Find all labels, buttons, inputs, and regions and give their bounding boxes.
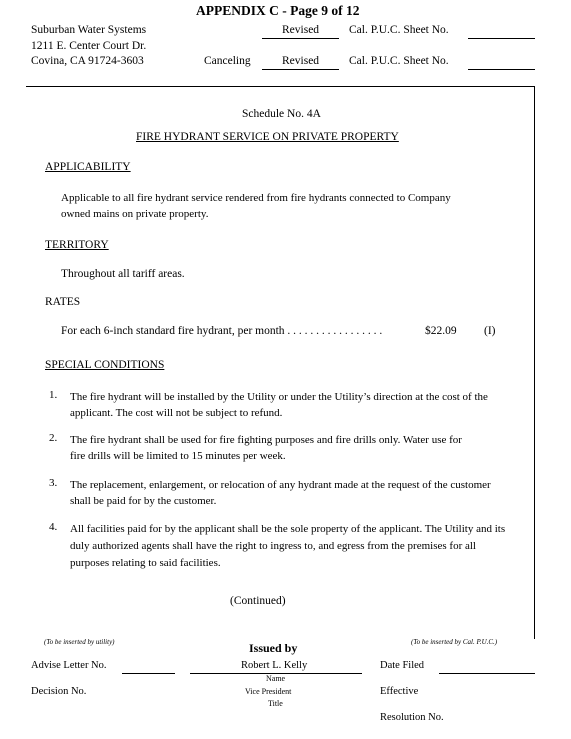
- decision-label: Decision No.: [31, 686, 87, 697]
- signer-title: Vice President: [245, 687, 292, 696]
- sheet-number-line-2: [468, 69, 535, 70]
- rate-item-label: For each 6-inch standard fire hydrant, per month: [61, 325, 285, 337]
- applicability-text: Applicable to all fire hydrant service rendered from fire hydrants connected to Company owned mains on private property.: [61, 192, 451, 220]
- footer-note-right: (To be inserted by Cal. P.U.C.): [411, 638, 498, 646]
- condition-4-text: All facilities paid for by the applicant shall be the sole property of the applicant. The Utility and its duly authorized agents shall have the right to ingress to, and egress from the premises for all purposes relating to said facilities.: [70, 523, 506, 569]
- company-street: 1211 E. Center Court Dr.: [31, 40, 147, 52]
- sheet-label-2: Cal. P.U.C. Sheet No.: [349, 55, 449, 67]
- company-city: Covina, CA 91724-3603: [31, 55, 144, 67]
- advice-letter-line: [122, 673, 175, 674]
- condition-1-text: The fire hydrant will be installed by the Utility or under the Utility’s direction at the cost of the applicant. The cost will not be subject to refund.: [70, 391, 488, 419]
- condition-3-text: The replacement, enlargement, or relocation of any hydrant made at the request of the customer shall be paid for by the customer.: [70, 479, 491, 507]
- rate-amount: $22.09: [425, 325, 457, 337]
- schedule-title: FIRE HYDRANT SERVICE ON PRIVATE PROPERTY: [136, 131, 399, 143]
- effective-label: Effective: [380, 686, 419, 697]
- revised-underline-1: [262, 38, 339, 39]
- special-conditions-heading: SPECIAL CONDITIONS: [45, 359, 165, 371]
- rate-leaders: . . . . . . . . . . . . . . . . .: [287, 325, 383, 337]
- schedule-number: Schedule No. 4A: [242, 108, 321, 120]
- applicability-heading: APPLICABILITY: [45, 161, 131, 173]
- signer-name: Robert L. Kelly: [241, 660, 308, 671]
- rates-heading: RATES: [45, 296, 81, 308]
- frame-right-border: [534, 86, 535, 639]
- condition-1-number: 1.: [49, 389, 58, 401]
- condition-2-text: The fire hydrant shall be used for fire fighting purposes and fire drills only. Water use for fire drills will be limited to 15 minutes per week.: [70, 434, 462, 462]
- date-filed-line: [439, 673, 535, 674]
- canceling-label: Canceling: [204, 55, 251, 67]
- territory-heading: TERRITORY: [45, 239, 109, 251]
- resolution-label: Resolution No.: [380, 712, 444, 723]
- rate-item: [61, 325, 382, 337]
- frame-top-border: [26, 86, 535, 87]
- title-label: Title: [268, 699, 283, 708]
- appendix-title: APPENDIX C - Page 9 of 12: [196, 3, 360, 18]
- revised-label-1: Revised: [282, 24, 320, 36]
- name-label: Name: [266, 674, 286, 683]
- rate-increase-marker: (I): [484, 325, 496, 337]
- date-filed-label: Date Filed: [380, 660, 425, 671]
- territory-text: Throughout all tariff areas.: [61, 268, 185, 280]
- footer-note-left: (To be inserted by utility): [44, 638, 115, 646]
- continued-note: (Continued): [230, 595, 286, 607]
- issued-by-label: Issued by: [249, 641, 298, 655]
- sheet-label-1: Cal. P.U.C. Sheet No.: [349, 24, 449, 36]
- condition-3-number: 3.: [49, 477, 58, 489]
- revised-underline-2: [262, 69, 339, 70]
- sheet-number-line-1: [468, 38, 535, 39]
- advice-letter-label: Advise Letter No.: [31, 660, 107, 671]
- revised-label-2: Revised: [282, 55, 320, 67]
- condition-4-number: 4.: [49, 521, 58, 533]
- company-name: Suburban Water Systems: [31, 24, 147, 36]
- condition-2-number: 2.: [49, 432, 58, 444]
